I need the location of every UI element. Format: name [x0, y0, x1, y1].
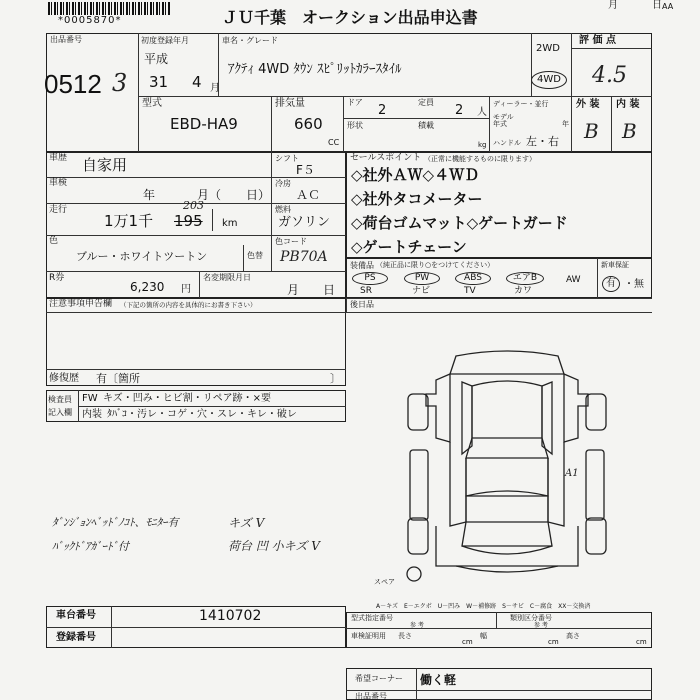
registration-year: 31: [149, 73, 169, 91]
diagram-annotation: A1: [565, 468, 579, 479]
lot-number-label: 出品番号: [50, 35, 82, 44]
sales-point-1: ◇社外ＡＷ◇４ＷＤ: [351, 166, 480, 184]
serial-number: *0005870*: [58, 15, 122, 26]
corner-entry-label: 出品番号: [355, 692, 387, 700]
capacity-unit: 人: [477, 107, 487, 118]
displacement: 660: [294, 115, 323, 133]
registration-era: 平成: [144, 52, 169, 66]
document-title: ＪＵ千葉 オークション出品申込書: [222, 8, 478, 27]
new-warranty-no: ・無: [624, 279, 644, 290]
width-label: 幅: [480, 632, 487, 640]
history-label: 車歴: [49, 153, 68, 163]
sales-hint: （正常に機能するものに限ります）: [424, 155, 536, 163]
inspector-label-1: 検査員: [48, 395, 72, 404]
mileage-corrected: 203: [183, 199, 204, 212]
handwritten-note-3: キズ V: [228, 516, 265, 530]
color-code-label: 色コード: [275, 237, 307, 246]
drive-4wd: 4WD: [531, 71, 567, 89]
recycle-value: 6,230: [130, 280, 165, 294]
doors: 2: [378, 103, 387, 118]
load-label: 積載: [418, 121, 434, 130]
ac-value: ＡＣ: [296, 188, 321, 202]
name-change-label: 名変期限月日: [203, 273, 251, 282]
equip-navi: ナビ: [412, 286, 431, 296]
ac-label: 冷房: [275, 179, 291, 188]
mileage-label: 走行: [49, 205, 68, 215]
equip-leather: カワ: [514, 286, 533, 296]
interior-label: 内 装: [616, 99, 640, 110]
vehicle-diagram: [396, 346, 618, 592]
fw-items: キズ・凹み・ヒビ割・リペア跡・×要: [103, 393, 271, 404]
displacement-label: 排気量: [275, 98, 305, 109]
spec-label: 車検証明用: [351, 632, 386, 640]
equip-aw: AW: [566, 275, 581, 285]
spare-label: スペア: [374, 578, 395, 586]
width-unit: cm: [548, 638, 559, 646]
equipment-hint: （純正品に限り○をつけてください）: [376, 261, 495, 269]
shape-label: 形状: [347, 121, 363, 130]
model-code: EBD-HA9: [170, 115, 238, 133]
serial-barcode: [48, 2, 170, 15]
exterior-label: 外 装: [576, 99, 600, 110]
inspector-label-2: 記入欄: [48, 408, 72, 417]
equip-pw: PW: [404, 272, 440, 285]
equip-ps: PS: [352, 272, 388, 285]
notes-hint: （下記の箇所の内容を具体的にお書き下さい）: [120, 301, 257, 309]
corner-value: 働く軽: [420, 673, 457, 687]
exterior-grade: B: [584, 119, 599, 143]
new-warranty-yes: 有: [602, 276, 620, 292]
repair-value: 有〔箇所: [96, 372, 140, 385]
load-unit: kg: [478, 141, 487, 149]
equip-tv: TV: [464, 286, 476, 296]
inspection-day: 日）: [246, 188, 271, 202]
repair-label: 修復歴: [49, 373, 79, 384]
repair-close: 〕: [330, 372, 341, 385]
model-year-unit: 年: [562, 120, 569, 128]
mileage-struck: 195: [174, 212, 203, 230]
equip-abs: ABS: [455, 272, 491, 285]
name-change-day: 日: [323, 283, 336, 297]
color-label: 色: [49, 236, 59, 246]
drive-2wd: 2WD: [536, 43, 560, 54]
doors-label: ドア: [347, 98, 363, 107]
handwritten-note-4: 荷台 凹 小キズ V: [228, 539, 320, 553]
type-cert-ref: 参 考: [410, 622, 424, 629]
color-value: ブルー・ホワイトツートン: [76, 250, 208, 263]
recycle-label: R券: [49, 273, 65, 283]
grade-label: 評 価 点: [579, 35, 616, 46]
equipment-label: 装備品: [350, 261, 374, 270]
capacity: 2: [455, 103, 464, 118]
interior-inspect-label: 内装: [82, 409, 102, 420]
sales-label: セールスポイント: [350, 153, 422, 163]
notes-label: 注意事項申告欄: [49, 299, 113, 309]
model-label: 型式: [142, 98, 162, 109]
interior-grade: B: [622, 119, 637, 143]
displacement-unit: CC: [328, 138, 340, 147]
class-ref: 参 考: [534, 622, 548, 629]
equip-airbag: エアB: [506, 272, 544, 285]
type-cert-label: 型式指定番号: [351, 614, 393, 622]
handwritten-note-1: ﾀﾞﾝｼﾞｮﾝﾍﾞｯﾄﾞﾉｺﾄ、ﾓﾆﾀｰ有: [52, 516, 179, 529]
inspection-year: 年: [143, 188, 156, 202]
date-month: 月: [608, 0, 618, 11]
handle-label: ハンドル: [493, 139, 521, 147]
corner-label: 希望コーナー: [355, 674, 403, 683]
length-unit: cm: [462, 638, 473, 646]
inspection-label: 車検: [49, 178, 68, 188]
name-change-month: 月: [287, 283, 300, 297]
top-frame: [46, 33, 652, 152]
date-day: 日: [652, 0, 662, 11]
shift-label: シフト: [275, 154, 299, 163]
equip-sr: SR: [360, 286, 372, 296]
chassis-value: 1410702: [199, 608, 262, 624]
registration-month-unit: 月: [210, 83, 220, 94]
interior-inspect-items: ﾀﾊﾞｺ・汚レ・コゲ・穴・スレ・キレ・破レ: [107, 409, 297, 420]
model-year-label: モデル 年式: [493, 113, 514, 128]
chassis-label: 車台番号: [56, 610, 96, 621]
mileage-prefix: 1万1千: [104, 212, 154, 230]
registration-month: 4: [192, 73, 202, 91]
inspection-month: 月（: [197, 188, 222, 202]
color-code: PB70A: [280, 249, 328, 265]
reg-label: 登録番号: [56, 632, 96, 643]
date-aa: AA: [662, 2, 674, 11]
lot-number: 0512: [44, 69, 102, 99]
car-name-label: 車名・グレード: [222, 36, 278, 45]
grade-score: 4.5: [592, 63, 627, 88]
height-label: 高さ: [566, 632, 580, 640]
fw-label: FW: [82, 393, 98, 404]
car-name: ｱｸﾃｨ 4WD ﾀｳﾝ ｽﾋﾟﾘｯﾄｶﾗｰｽﾀｲﾙ: [228, 62, 402, 77]
dealer-label: ディーラー・並行: [493, 100, 549, 108]
history-value: 自家用: [82, 156, 128, 174]
sales-point-3: ◇荷台ゴムマット◇ゲートガード: [351, 214, 568, 232]
fuel-value: ガソリン: [278, 215, 331, 230]
height-unit: cm: [636, 638, 647, 646]
new-warranty-label: 新車保証: [601, 261, 629, 269]
sales-point-4: ◇ゲートチェーン: [351, 238, 467, 256]
recycle-unit: 円: [181, 284, 191, 295]
handwritten-note-2: ﾊﾞｯｸﾄﾞｱｶﾞｰﾄﾞ付: [52, 540, 129, 553]
lot-number-suffix: 3: [112, 69, 128, 97]
fuel-label: 燃料: [275, 205, 291, 214]
registration-label: 初度登録年月: [141, 36, 189, 45]
capacity-label: 定員: [418, 98, 434, 107]
damage-legend: A－キズ E－エクボ U－凹み W－補修跡 S－サビ C－腐食 XX－交換済: [376, 603, 591, 610]
class-label: 類別区分番号: [510, 614, 552, 622]
length-label: 長さ: [398, 632, 412, 640]
mileage-unit: km: [222, 218, 238, 229]
corner-frame: [346, 668, 652, 700]
post-delivery-label: 後日品: [350, 300, 374, 309]
sales-point-2: ◇社外タコメーター: [351, 190, 483, 208]
color-change-label: 色替: [247, 251, 263, 260]
handle-value: 左・右: [526, 135, 559, 148]
shift-value: F５: [296, 163, 315, 177]
